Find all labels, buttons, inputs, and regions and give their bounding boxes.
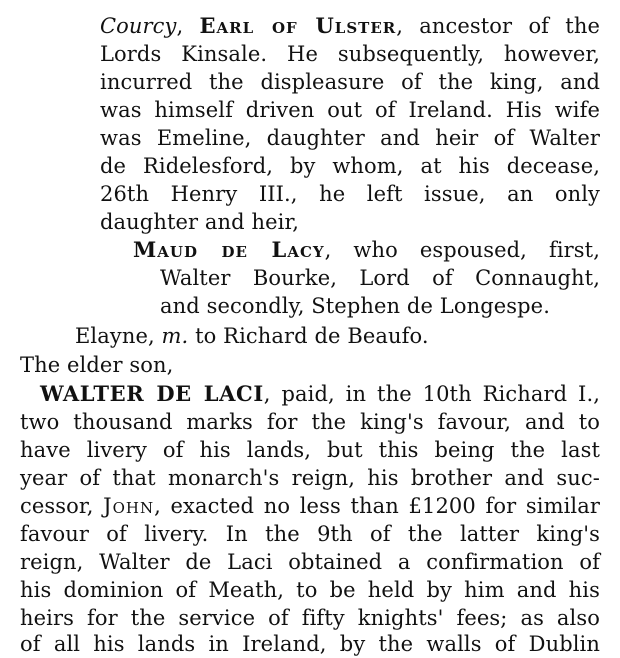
- text-line: [40, 380, 600, 408]
- text-line: [133, 236, 600, 264]
- text-run: , who espoused, first,: [324, 238, 600, 262]
- text-run: and secondly, Stephen de Longespe.: [160, 294, 550, 318]
- text-run: have livery of his lands, but this being the last: [20, 438, 600, 462]
- text-line: [20, 548, 600, 576]
- text-line: [100, 12, 600, 40]
- text-line: [100, 96, 600, 124]
- text-run: de Ridelesford, by whom, at his decease,: [100, 154, 600, 178]
- text-run: daughter and heir,: [100, 210, 300, 234]
- text-small-caps: Maud de Lacy: [133, 237, 325, 262]
- text-line: [75, 322, 429, 350]
- text-line: [100, 180, 600, 208]
- text-run: The elder son,: [20, 353, 174, 377]
- text-run: reign, Walter de Laci obtained a confirmation of: [20, 550, 600, 574]
- text-run: Walter Bourke, Lord of Connaught,: [160, 266, 600, 290]
- text-run: was himself driven out of Ireland. His wife: [100, 98, 600, 122]
- text-line: [20, 408, 600, 436]
- text-run: his dominion of Meath, to be held by him and his: [20, 578, 600, 602]
- text-run: , paid, in the 10th Richard I.,: [263, 382, 600, 406]
- text-line: [100, 124, 600, 152]
- text-line: [100, 208, 299, 236]
- text-line: [160, 264, 600, 292]
- text-line: [160, 292, 550, 320]
- text-small-caps: Earl of Ulster: [199, 13, 397, 38]
- text-run: , ancestor of the: [396, 14, 600, 38]
- text-line: [20, 576, 600, 604]
- text-run: favour of livery. In the 9th of the latter king's: [20, 522, 600, 546]
- text-caps: WALTER DE LACI: [40, 381, 264, 406]
- text-line: [100, 152, 600, 180]
- text-run: of all his lands in Ireland, by the walls of Dublin: [20, 632, 600, 656]
- text-run: Lords Kinsale. He subsequently, however,: [100, 42, 600, 66]
- text-line: [20, 464, 600, 492]
- text-line: [20, 630, 600, 658]
- text-italic: m.: [161, 324, 189, 348]
- text-line: [20, 520, 600, 548]
- text-italic: Courcy: [100, 14, 177, 38]
- text-line: [20, 492, 600, 520]
- text-run: incurred the displeasure of the king, and: [100, 70, 600, 94]
- text-line: [20, 604, 600, 632]
- text-line: [100, 40, 600, 68]
- text-line: [20, 436, 600, 464]
- text-run: two thousand marks for the king's favour, and to: [20, 410, 600, 434]
- text-run: cessor,: [20, 494, 104, 518]
- text-run: , exacted no less than £1200 for similar: [154, 494, 600, 518]
- text-run: heirs for the service of fifty knights' fees; as also: [20, 606, 600, 630]
- text-run: to Richard de Beaufo.: [188, 324, 429, 348]
- text-run: Elayne,: [75, 324, 162, 348]
- text-run: 26th Henry III., he left issue, an only: [100, 182, 600, 206]
- text-line: [100, 68, 600, 96]
- text-run: year of that monarch's reign, his brother and suc-: [20, 466, 600, 490]
- text-run: ,: [176, 14, 200, 38]
- text-small-caps: John: [103, 494, 155, 518]
- text-run: was Emeline, daughter and heir of Walter: [100, 126, 600, 150]
- text-line: [20, 351, 173, 379]
